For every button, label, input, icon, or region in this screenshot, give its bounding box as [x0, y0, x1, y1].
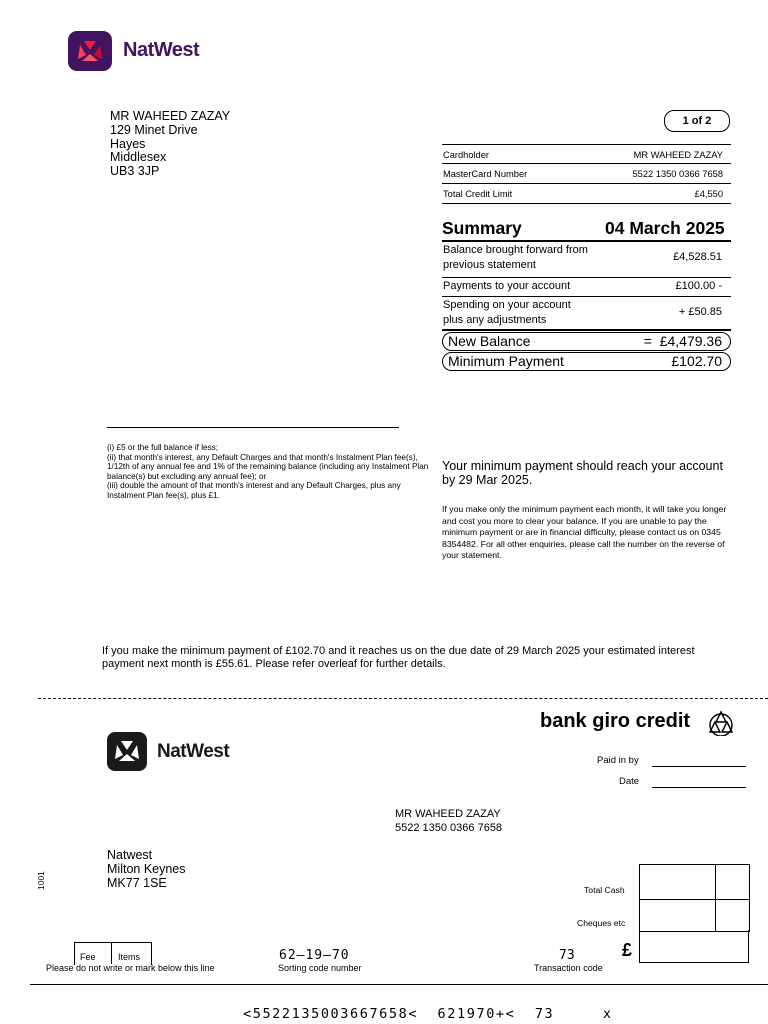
fee-label: Fee: [80, 952, 96, 962]
transaction-code: 73: [559, 948, 575, 963]
do-not-write-label: Please do not write or mark below this line: [46, 963, 215, 973]
spending-label: Spending on your account: [443, 299, 571, 311]
customer-details: [395, 808, 502, 835]
minimum-payment-value: £102.70: [671, 353, 722, 369]
credit-limit-value: £4,550: [694, 189, 723, 199]
cash-box-divider: [639, 899, 749, 900]
address-line: Hayes: [110, 136, 146, 151]
bank-line: Natwest: [107, 848, 153, 862]
spending-value: + £50.85: [678, 306, 722, 318]
row-divider: [442, 329, 731, 331]
recipient-address: [110, 110, 230, 179]
new-balance-value: [644, 333, 722, 350]
tear-off-line: [38, 698, 768, 699]
card-number-row: [442, 163, 731, 183]
balance-forward-value: £4,528.51: [673, 251, 722, 263]
cardholder-value: MR WAHEED ZAZAY: [633, 150, 723, 160]
giro-title: bank giro credit: [540, 710, 691, 732]
credit-limit-label: Total Credit Limit: [443, 189, 513, 199]
balance-forward-label: Balance brought forward from: [443, 244, 588, 256]
footnote: [107, 443, 432, 500]
card-number-label: MasterCard Number: [443, 169, 528, 179]
customer-name: MR WAHEED ZAZAY: [395, 808, 501, 820]
row-divider: [442, 277, 731, 278]
address-line: UB3 3JP: [110, 164, 160, 179]
total-amount-box: [639, 930, 749, 963]
account-info-table: [442, 144, 731, 204]
payments-value: £100.00 -: [675, 280, 722, 292]
summary-top-rule: [442, 240, 731, 242]
credit-limit-row: [442, 183, 731, 204]
equals-sign: =: [643, 333, 652, 349]
clear-band-line: [30, 984, 768, 985]
giro-symbol-icon: [706, 710, 736, 741]
sorting-code: 62–19–70: [279, 948, 350, 963]
natwest-cubes-icon: [68, 31, 112, 71]
paid-in-by-label: Paid in by: [597, 755, 639, 766]
transaction-code-label: Transaction code: [534, 963, 603, 973]
card-number-value: 5522 1350 0366 7658: [632, 169, 723, 179]
date-line: [652, 787, 746, 788]
footnote-rule: [107, 427, 399, 428]
bank-line: MK77 1SE: [107, 876, 167, 890]
sorting-code-label: Sorting code number: [278, 963, 362, 973]
customer-card-number: 5522 1350 0366 7658: [395, 821, 503, 834]
cheques-label: Cheques etc: [577, 918, 626, 928]
date-label: Date: [619, 776, 640, 787]
natwest-logo: [68, 31, 112, 71]
balance-forward-row: [443, 243, 731, 275]
summary-title: Summary: [442, 218, 522, 238]
footnote-line: (iii) double the amount of that month's interest and any Default Charges, plus any Instalment Plan fee(s), plus £1.: [107, 481, 401, 500]
address-line: Middlesex: [110, 150, 167, 165]
spending-label-2: plus any adjustments: [443, 314, 547, 326]
micr-code-line: <5522135003667658< 621970+< 73 x: [243, 1006, 613, 1022]
bank-address: [107, 848, 186, 890]
footnote-line: (ii) that month's interest, any Default Charges and that month's Instalment Plan fee(s), 1/12th of any annual fee and 1% of the remaining balance (including any Instalment Plan balance(s) but excluding any annual fee); or: [107, 452, 429, 481]
cardholder-label: Cardholder: [443, 150, 489, 160]
balance-forward-label-2: previous statement: [443, 259, 536, 271]
payments-label: Payments to your account: [443, 280, 571, 292]
natwest-cubes-icon: [107, 732, 147, 771]
footnote-line: (i) £5 or the full balance if less;: [107, 443, 219, 452]
paid-in-by-line: [652, 766, 746, 767]
payment-due-notice: Your minimum payment should reach your account by 29 Mar 2025.: [442, 459, 723, 487]
minimum-payment-advice: If you make only the minimum payment each month, it will take you longer and cost you more to clear your balance. If you are unable to pay the minimum payment or are in financial difficulty, please contact us on 0345 8354482. For all other enquiries, please call the number on the reverse of your statement.: [442, 504, 727, 560]
minimum-payment-label: Minimum Payment: [448, 353, 564, 369]
side-code-wrap: [36, 872, 50, 892]
natwest-logo-slip: [107, 732, 147, 771]
statement-date: 04 March 2025: [605, 218, 725, 238]
cash-box-pence-divider: [715, 864, 716, 931]
new-balance-amount: £4,479.36: [659, 333, 722, 349]
row-divider: [442, 296, 731, 297]
cardholder-row: [442, 144, 731, 164]
cash-cheque-box: [639, 864, 750, 932]
brand-name-top: NatWest: [123, 39, 200, 61]
minimum-payment-box: [442, 352, 731, 371]
total-cash-label: Total Cash: [584, 885, 625, 895]
page-indicator: 1 of 2: [664, 110, 730, 132]
bank-line: Milton Keynes: [107, 862, 186, 876]
spending-row: [443, 298, 731, 330]
new-balance-label: New Balance: [448, 333, 531, 349]
payments-row: [443, 279, 731, 295]
new-balance-box: [442, 332, 731, 351]
brand-name-slip: NatWest: [157, 741, 230, 762]
pound-sign: £: [622, 940, 633, 960]
items-label: Items: [118, 952, 141, 962]
interest-notice: If you make the minimum payment of £102.70 and it reaches us on the due date of 29 March 2025 your estimated interest payment next month is £55.61. Please refer overleaf for further details.: [102, 645, 695, 670]
fee-items-divider: [111, 942, 112, 964]
address-line: MR WAHEED ZAZAY: [110, 109, 231, 123]
address-line: 129 Minet Drive: [110, 122, 198, 137]
side-code: 1001: [36, 871, 46, 890]
